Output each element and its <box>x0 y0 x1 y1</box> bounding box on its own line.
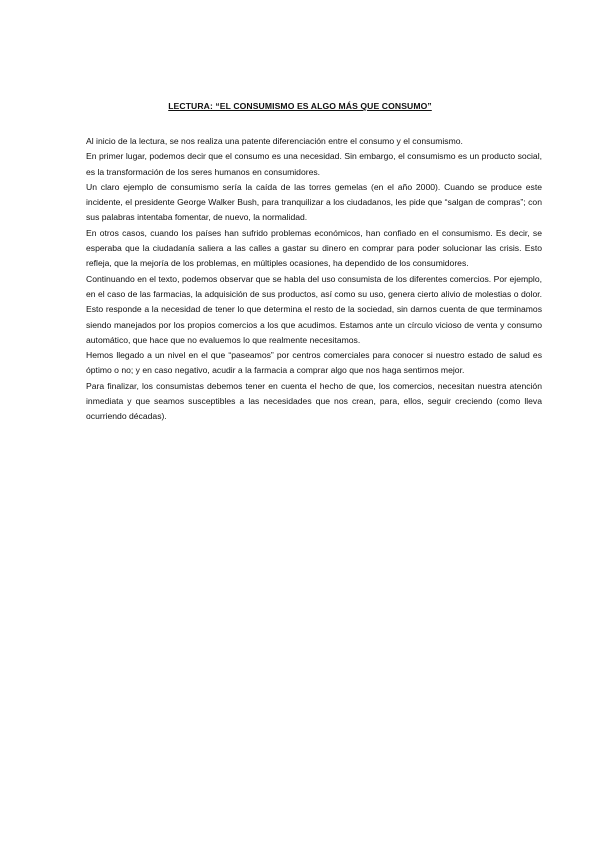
paragraph-intro: Al inicio de la lectura, se nos realiza una patente diferenciación entre el consumo y el consumismo. <box>86 136 463 146</box>
paragraph-consumo-necesidad: En primer lugar, podemos decir que el consumo es una necesidad. Sin embargo, el consumismo es un producto social, es la transformación de los seres humanos en consumidores. <box>86 151 542 177</box>
paragraph-conclusion: Para finalizar, los consumistas debemos tener en cuenta el hecho de que, los comercios, necesitan nuestra atención inmediata y que seamos susceptibles a las necesidades que nos crean, para, ellos, seguir creciendo (como lleva ocurriendo décadas). <box>86 380 542 422</box>
paragraph-torres-gemelas: Un claro ejemplo de consumismo sería la caída de las torres gemelas (en el año 2000). Cuando se produce este incidente, el presidente George Walker Bush, para tranquilizar a los ciudadanos, les pide que “salgan de compras”; con sus palabras intentaba fomentar, de nuevo, la normalidad. <box>86 181 542 223</box>
paragraph-comercios: Continuando en el texto, podemos observar que se habla del uso consumista de los diferentes comercios. Por ejemplo, en el caso de las farmacias, la adquisición de sus productos, así como su uso, genera cierto alivio de molestias o dolor. Esto responde a la necesidad de tener lo que determina el resto de la sociedad, sin darnos cuenta de que terminamos siendo manejados por los propios comercios a los que acudimos. Estamos ante un círculo vicioso de venta y consumo automático, que hace que no evaluemos lo que realmente necesitamos. <box>86 273 542 345</box>
document-title: LECTURA: “EL CONSUMISMO ES ALGO MÁS QUE CONSUMO” <box>168 101 432 111</box>
paragraph-centros-comerciales: Hemos llegado a un nivel en el que “paseamos” por centros comerciales para conocer si nuestro estado de salud es óptimo o no; y en caso negativo, acudir a la farmacia a comprar algo que nos haga sentirnos mejor. <box>86 350 542 376</box>
document-body <box>86 134 542 425</box>
paragraph-problemas-economicos: En otros casos, cuando los países han sufrido problemas económicos, han confiado en el consumismo. Es decir, se esperaba que la ciudadanía saliera a las calles a gastar su dinero en comprar para poder solucionar las crisis. Esto refleja, que la mejoría de los problemas, en múltiples ocasiones, ha dependido de los consumidores. <box>86 227 542 269</box>
